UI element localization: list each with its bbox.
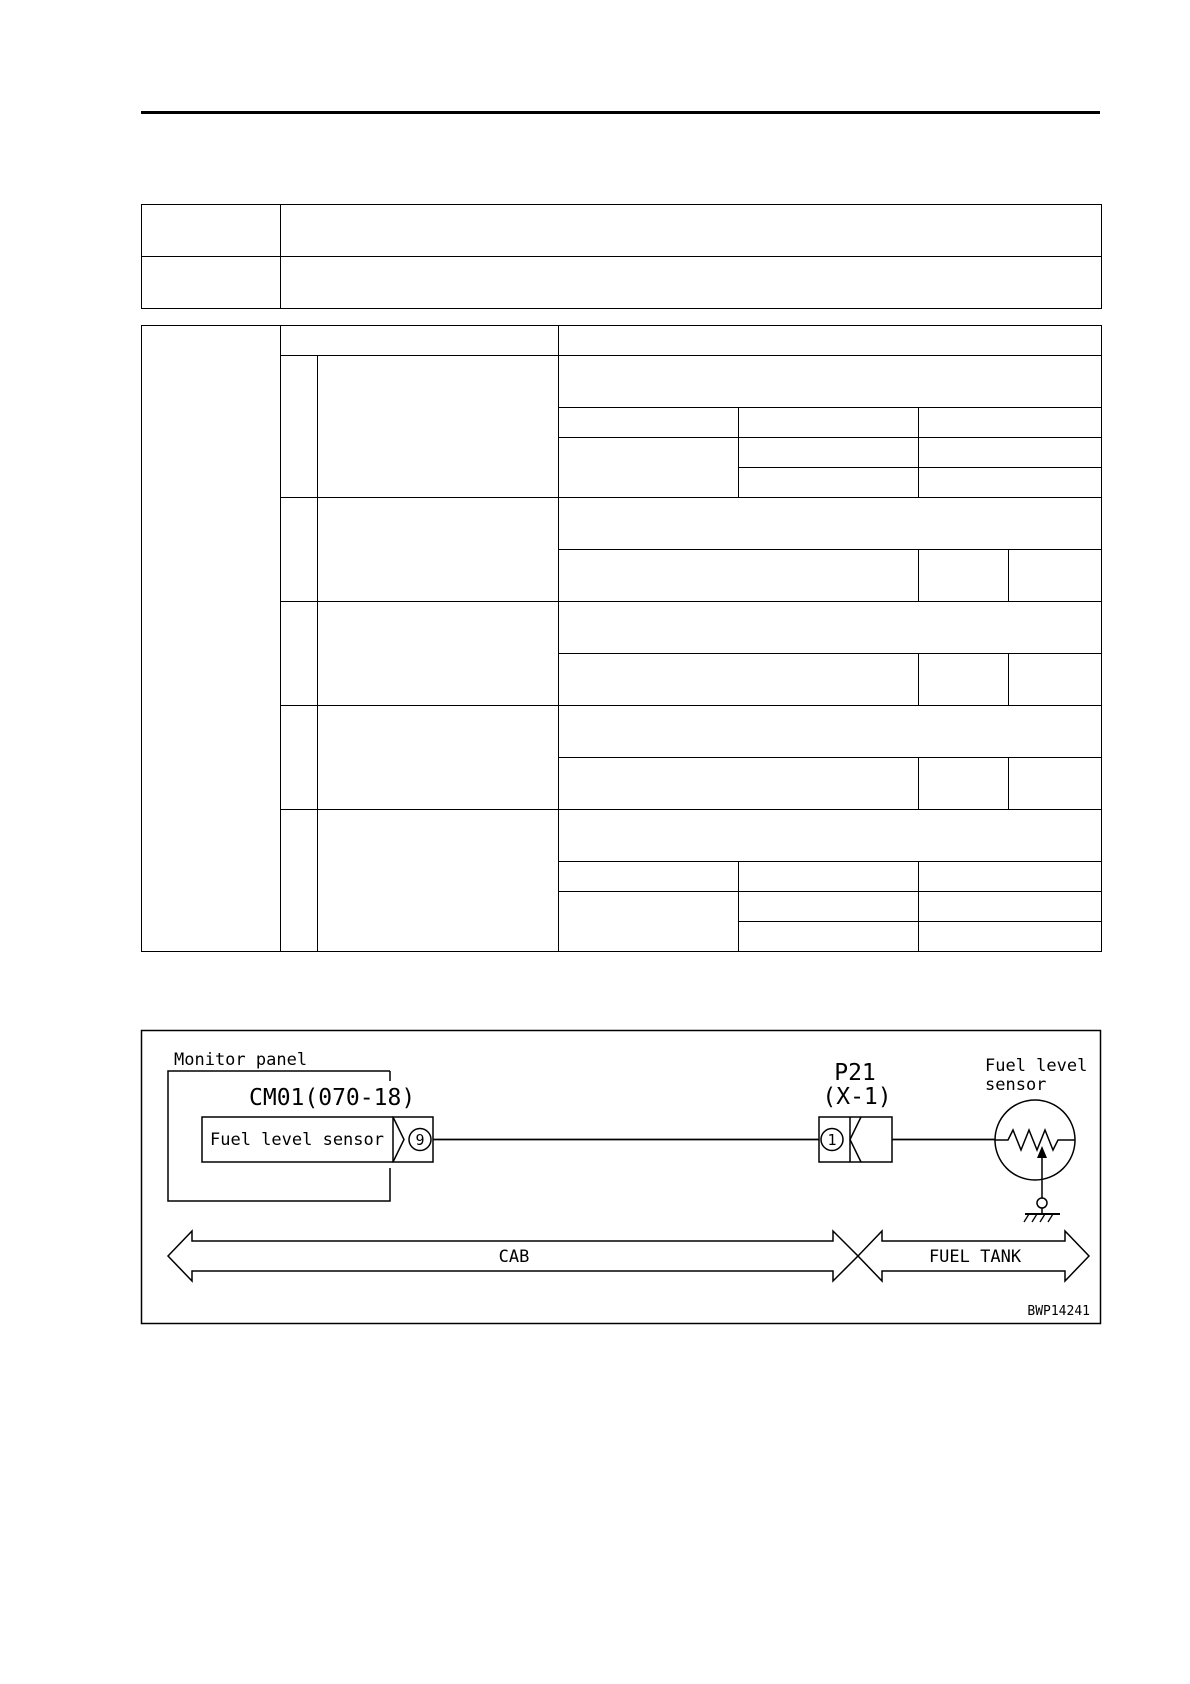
internal-sensor-label: Fuel level sensor [210,1130,384,1150]
cm01-pin-number: 9 [415,1131,425,1149]
p21-pin-number: 1 [827,1131,837,1149]
p21-wedge [850,1117,861,1162]
connector-cm01-label: CM01(070-18) [249,1085,416,1111]
ground-hatch [1024,1214,1053,1222]
cm01-pin-block [393,1117,433,1162]
sensor-label-line1: Fuel level [985,1056,1088,1076]
resistor-zigzag-icon [995,1130,1075,1150]
diagram-frame [142,1031,1101,1324]
connector-p21-label: P21 [834,1060,876,1086]
sensor-label-line2: sensor [985,1075,1047,1095]
cm01-pin-wedge [393,1117,404,1162]
monitor-panel-label: Monitor panel [174,1050,308,1070]
figure-id: BWP14241 [1027,1304,1090,1319]
cab-zone-label: CAB [498,1247,530,1267]
ground-terminal [1037,1198,1047,1208]
fuel-tank-zone-label: FUEL TANK [928,1247,1022,1267]
connector-p21-sublabel: (X-1) [822,1084,892,1110]
